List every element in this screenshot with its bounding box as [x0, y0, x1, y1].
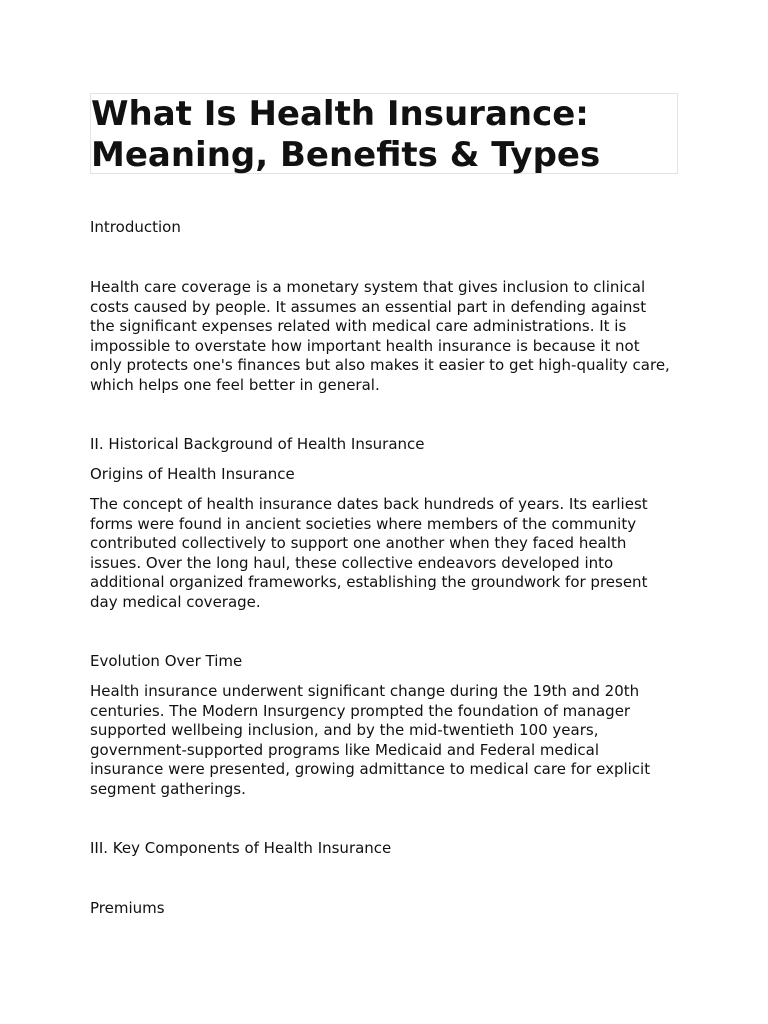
- origins-heading-text: Origins of Health Insurance: [90, 465, 295, 483]
- document-title: [91, 94, 677, 176]
- introduction-heading: [90, 218, 678, 238]
- premiums-heading: [90, 899, 678, 919]
- premiums-heading-text: Premiums: [90, 899, 165, 917]
- intro-line: Health care coverage is a monetary system that gives inclusion to clinical: [90, 278, 646, 296]
- document-page: [90, 93, 678, 917]
- key-components-heading: [90, 839, 678, 859]
- origins-line: contributed collectively to support one another when they faced health: [90, 534, 627, 552]
- intro-line: only protects one's finances but also makes it easier to get high-quality care,: [90, 356, 670, 374]
- origins-line: day medical coverage.: [90, 592, 261, 611]
- intro-line: costs caused by people. It assumes an essential part in defending against: [90, 297, 647, 316]
- evolution-line: Health insurance underwent significant change during the 19th and 20th: [90, 682, 640, 700]
- origins-line: The concept of health insurance dates back hundreds of years. Its earliest: [90, 495, 648, 513]
- evolution-heading-text: Evolution Over Time: [90, 652, 243, 670]
- historical-heading-text: II. Historical Background of Health Insurance: [90, 435, 425, 453]
- origins-line: forms were found in ancient societies where members of the community: [90, 514, 637, 533]
- evolution-line: segment gatherings.: [90, 779, 246, 798]
- origins-line: issues. Over the long haul, these collective endeavors developed into: [90, 553, 614, 572]
- evolution-line: government-supported programs like Medicaid and Federal medical: [90, 740, 600, 759]
- intro-line: the significant expenses related with medical care administrations. It is: [90, 317, 627, 335]
- evolution-line: insurance were presented, growing admittance to medical care for explicit: [90, 760, 651, 778]
- evolution-line: centuries. The Modern Insurgency prompted the foundation of manager: [90, 701, 631, 720]
- evolution-paragraph: [90, 682, 678, 799]
- intro-line: which helps one feel better in general.: [90, 375, 380, 394]
- origins-paragraph: [90, 495, 678, 612]
- introduction-paragraph: [90, 278, 678, 395]
- historical-heading: [90, 435, 678, 455]
- introduction-heading-text: Introduction: [90, 218, 181, 236]
- title-line-2: Meaning, Benefits & Types: [91, 135, 601, 175]
- title-line-1: What Is Health Insurance:: [91, 94, 589, 134]
- title-box: [90, 93, 678, 174]
- origins-heading: [90, 465, 678, 485]
- evolution-line: supported wellbeing inclusion, and by the mid-twentieth 100 years,: [90, 721, 599, 739]
- intro-line: impossible to overstate how important health insurance is because it not: [90, 336, 640, 355]
- evolution-heading: [90, 652, 678, 672]
- origins-line: additional organized frameworks, establishing the groundwork for present: [90, 573, 648, 591]
- key-components-heading-text: III. Key Components of Health Insurance: [90, 839, 392, 857]
